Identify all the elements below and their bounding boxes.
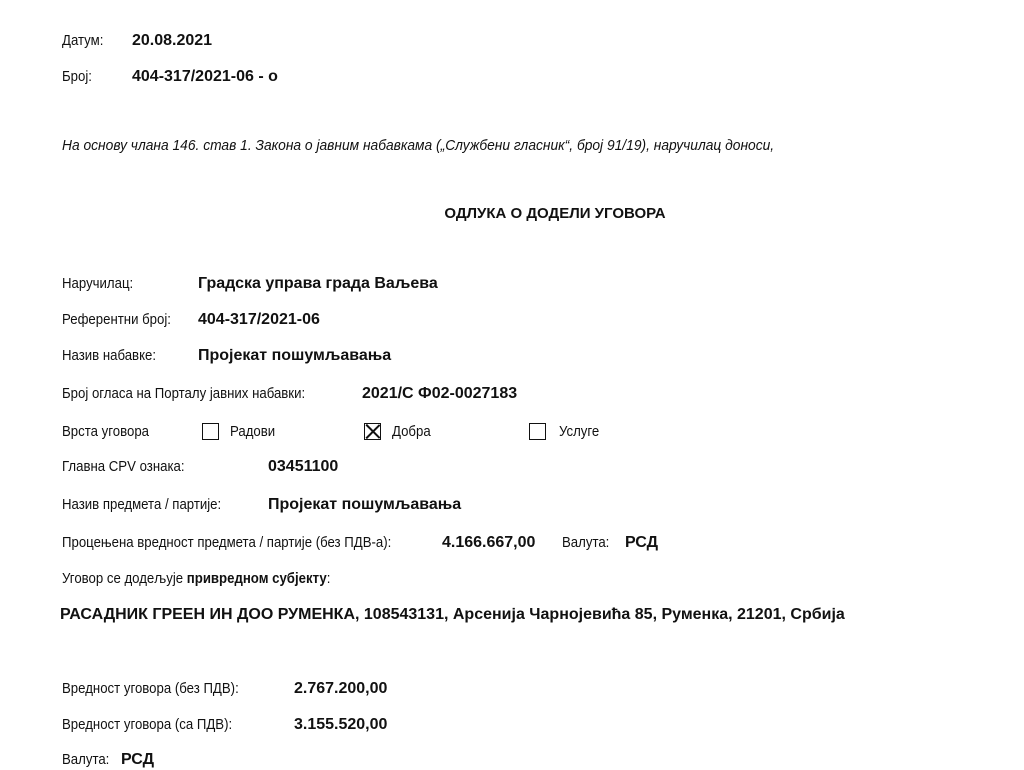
reference-row (62, 310, 320, 330)
final-currency-label: Валута: (62, 751, 110, 768)
reference-value: 404-317/2021-06 (198, 311, 320, 328)
subject-name-row (62, 495, 462, 515)
estimated-value-row (62, 533, 659, 553)
reference-label: Референтни број: (62, 311, 171, 328)
contract-type-label: Врста уговора (62, 423, 150, 440)
contract-value-incl-row (62, 715, 388, 735)
portal-notice-label: Број огласа на Порталу јавних набавки: (62, 385, 306, 402)
services-label: Услуге (559, 423, 600, 440)
awarded-to-text (62, 569, 330, 589)
cpv-label: Главна CPV ознака: (62, 458, 185, 475)
awarded-to-bold: привредном субјекту (186, 570, 327, 587)
contract-value-excl-label: Вредност уговора (без ПДВ): (62, 680, 239, 697)
goods-label: Добра (392, 423, 431, 440)
number-row (62, 67, 278, 87)
awarded-to-suffix: : (326, 570, 331, 587)
subject-name-value: Пројекат пошумљавања (268, 496, 462, 513)
currency-label: Валута: (562, 534, 610, 551)
number-label: Број: (62, 68, 92, 85)
works-label: Радови (230, 423, 276, 440)
contract-value-incl: 3.155.520,00 (294, 716, 388, 733)
contract-type-row (62, 422, 682, 444)
contracting-authority-value: Градска управа града Ваљева (198, 275, 438, 292)
subject-name-label: Назив предмета / партије: (62, 496, 222, 513)
awardee-details: РАСАДНИК ГРЕЕН ИН ДОО РУМЕНКА, 108543131, Арсенија Чарнојевића 85, Руменка, 21201, Србија (60, 606, 845, 623)
currency-value: РСД (625, 534, 659, 551)
awarded-to-row (62, 569, 367, 589)
cpv-row (62, 457, 339, 477)
final-currency-value: РСД (121, 751, 155, 768)
works-checkbox[interactable] (202, 423, 219, 440)
awarded-to-prefix: Уговор се додељује (62, 570, 187, 587)
cpv-value: 03451100 (268, 458, 339, 475)
procurement-name-value: Пројекат пошумљавања (198, 347, 392, 364)
portal-notice-row (62, 384, 518, 404)
final-currency-row (62, 750, 155, 770)
procurement-name-row (62, 346, 392, 366)
estimated-value: 4.166.667,00 (442, 534, 536, 551)
contracting-authority-label: Наручилац: (62, 275, 134, 292)
contracting-authority-row (62, 274, 438, 294)
portal-notice-value: 2021/С Ф02-0027183 (362, 385, 518, 402)
services-checkbox[interactable] (529, 423, 546, 440)
date-label: Датум: (62, 32, 104, 49)
procurement-name-label: Назив набавке: (62, 347, 157, 364)
contract-value-excl: 2.767.200,00 (294, 680, 388, 697)
estimated-value-label: Процењена вредност предмета / партије (без ПДВ-а): (62, 534, 392, 551)
contract-value-excl-row (62, 679, 388, 699)
date-row (62, 31, 213, 51)
number-value: 404-317/2021-06 - о (132, 68, 278, 85)
date-value: 20.08.2021 (132, 32, 213, 49)
contract-value-incl-label: Вредност уговора (са ПДВ): (62, 716, 233, 733)
goods-checkbox[interactable] (364, 423, 381, 440)
decision-title: ОДЛУКА О ДОДЕЛИ УГОВОРА (444, 205, 666, 222)
legal-basis-text: На основу члана 146. став 1. Закона о јавним набавкама („Службени гласник“, број 91/19), наручилац доноси, (62, 137, 775, 154)
